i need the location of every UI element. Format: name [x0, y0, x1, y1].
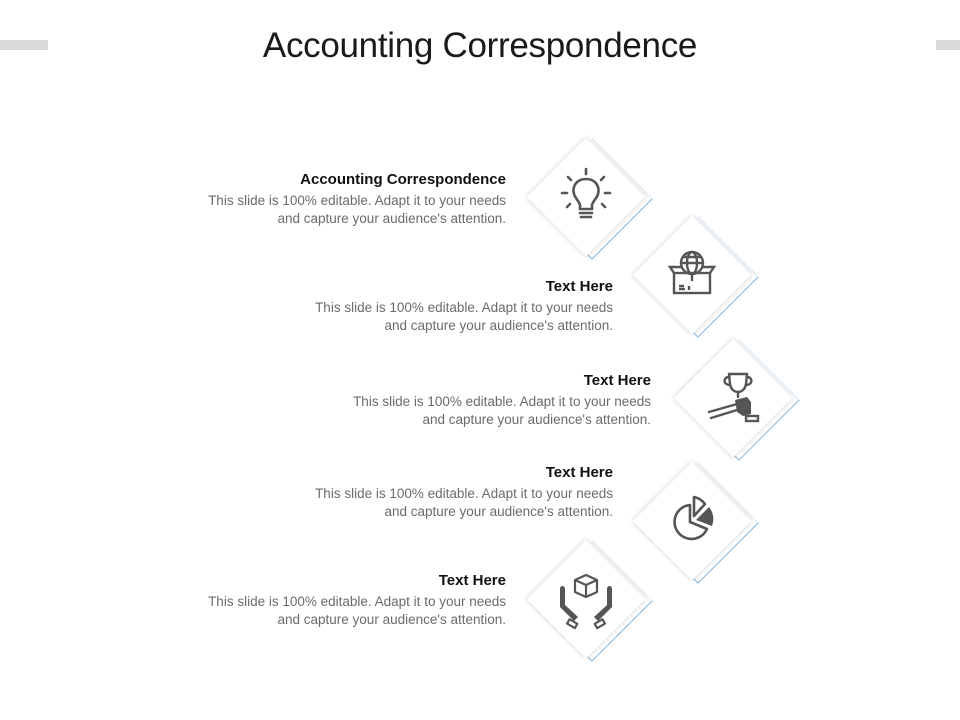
item-body-line: This slide is 100% editable. Adapt it to your needs — [315, 486, 613, 501]
item-body-line: and capture your audience's attention. — [277, 211, 506, 226]
diamond-2 — [633, 216, 751, 334]
diamond-4 — [633, 462, 751, 580]
item-body-line: This slide is 100% editable. Adapt it to your needs — [208, 594, 506, 609]
item-body-line: and capture your audience's attention. — [422, 412, 651, 427]
item-heading: Text Here — [545, 464, 613, 481]
item-body-line: and capture your audience's attention. — [384, 504, 613, 519]
item-body-line: This slide is 100% editable. Adapt it to your needs — [315, 300, 613, 315]
diamond-3 — [674, 339, 792, 457]
item-heading: Text Here — [545, 278, 613, 295]
item-heading: Text Here — [438, 572, 506, 589]
page-title: Accounting Correspondence — [262, 26, 698, 65]
item-body-line: and capture your audience's attention. — [384, 318, 613, 333]
item-body-line: This slide is 100% editable. Adapt it to your needs — [353, 394, 651, 409]
pie-chart-icon — [660, 489, 724, 553]
item-text-5 — [146, 572, 506, 629]
trophy-hand-icon — [701, 366, 765, 430]
diamond-5 — [527, 540, 645, 658]
globe-box-icon — [660, 243, 724, 307]
item-heading: Text Here — [583, 372, 651, 389]
item-body-line: and capture your audience's attention. — [277, 612, 506, 627]
item-text-1 — [146, 171, 506, 228]
item-text-4 — [253, 464, 613, 521]
item-heading: Accounting Correspondence — [300, 171, 506, 188]
item-text-2 — [253, 278, 613, 335]
item-body-line: This slide is 100% editable. Adapt it to your needs — [208, 193, 506, 208]
hands-box-icon — [554, 567, 618, 631]
item-text-3 — [291, 372, 651, 429]
diamond-1 — [527, 138, 645, 256]
lightbulb-icon — [554, 165, 618, 229]
